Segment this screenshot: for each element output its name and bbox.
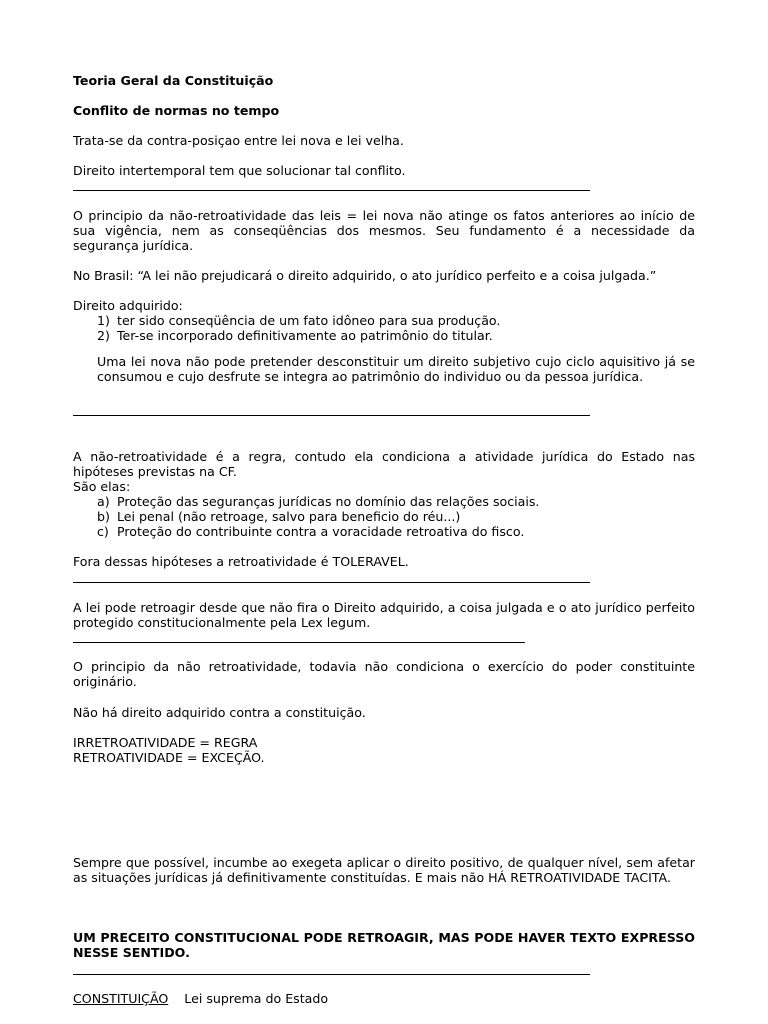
definition-text: Lei suprema do Estado [184,991,329,1006]
emphasis-paragraph: UM PRECEITO CONSTITUCIONAL PODE RETROAGIR, MAS PODE HAVER TEXTO EXPRESSO NESSE SENTIDO. [73,930,695,960]
paragraph: O principio da não-retroatividade das leis = lei nova não atinge os fatos anteriores ao início de sua vigência, nem as conseqüências dos mesmos. Seu fundamento é a necessidade da segurança jurídica. [73,208,695,253]
list-item [73,328,695,343]
list-letter: b) [97,509,110,524]
list-text: ter sido conseqüência de um fato idôneo para sua produção. [117,313,501,328]
list-number: 2) [97,328,110,343]
paragraph: O principio da não retroatividade, todavia não condiciona o exercício do poder constituinte originário. [73,659,695,689]
list-item [73,509,695,524]
paragraph: Fora dessas hipóteses a retroatividade é TOLERAVEL. [73,554,409,569]
paragraph: Sempre que possível, incumbe ao exegeta aplicar o direito positivo, de qualquer nível, sem afetar as situações jurídicas já definitivamente constituídas. E mais não HÁ RETROATIVIDADE TACITA. [73,855,695,885]
list-text: Proteção do contribuinte contra a voracidade retroativa do fisco. [117,524,525,539]
divider [73,974,590,975]
paragraph: Trata-se da contra-posiçao entre lei nova e lei velha. [73,133,404,148]
paragraph: Não há direito adquirido contra a constituição. [73,705,366,720]
list-text: Ter-se incorporado definitivamente ao patrimônio do titular. [117,328,493,343]
definition-line [73,991,328,1006]
nao-retroatividade-section [73,449,695,539]
paragraph: Direito intertemporal tem que solucionar tal conflito. [73,163,406,178]
definition-term: CONSTITUIÇÃO [73,991,169,1006]
divider [73,582,590,583]
paragraph: No Brasil: “A lei não prejudicará o direito adquirido, o ato jurídico perfeito e a coisa julgada.” [73,268,657,283]
list-number: 1) [97,313,110,328]
list-letter: a) [97,494,110,509]
rule-statement: RETROATIVIDADE = EXCEÇÃO. [73,750,265,765]
section-label: São elas: [73,479,131,494]
doc-title: Teoria Geral da Constituição [73,73,274,88]
list-item [73,524,695,539]
divider [73,642,525,643]
list-text: Lei penal (não retroage, salvo para beneficio do réu...) [117,509,461,524]
paragraph: A não-retroatividade é a regra, contudo ela condiciona a atividade jurídica do Estado nas hipóteses previstas na CF. [73,449,695,479]
list-item [73,494,695,509]
list-text: Proteção das seguranças jurídicas no domínio das relações sociais. [117,494,540,509]
direito-adquirido-section [73,298,695,384]
paragraph: Uma lei nova não pode pretender desconstituir um direito subjetivo cujo ciclo aquisitivo já se consumou e cujo desfrute se integra ao patrimônio do individuo ou da pessoa jurídica. [97,354,695,384]
section-label: Direito adquirido: [73,298,183,313]
list-item [73,313,695,328]
list-letter: c) [97,524,109,539]
rule-statement: IRRETROATIVIDADE = REGRA [73,735,258,750]
paragraph: A lei pode retroagir desde que não fira o Direito adquirido, a coisa julgada e o ato jurídico perfeito protegido constitucionalmente pela Lex legum. [73,600,695,630]
doc-subtitle: Conflito de normas no tempo [73,103,280,118]
divider [73,415,590,416]
divider [73,190,590,191]
